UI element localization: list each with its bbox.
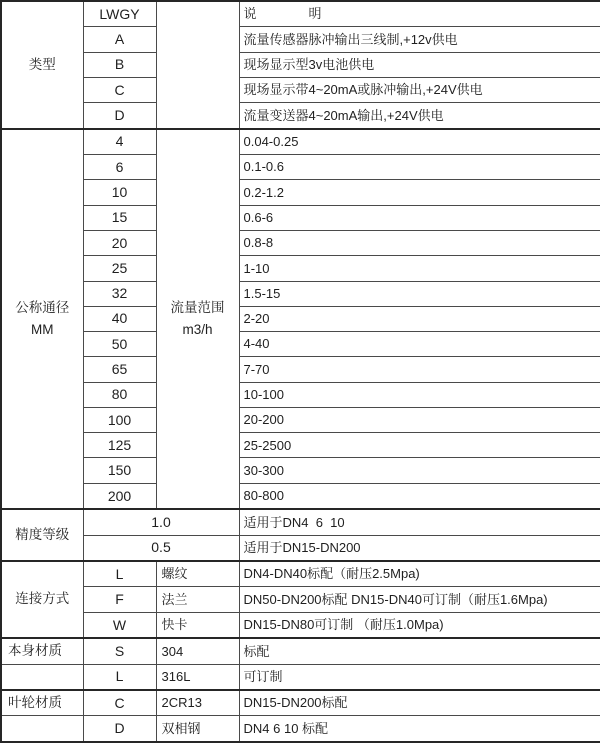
flow-range-label-line2: m3/h xyxy=(182,321,213,337)
flow-range-cell: 0.8-8 xyxy=(239,230,600,255)
flow-range-cell: 25-2500 xyxy=(239,433,600,458)
flow-range-cell: 7-70 xyxy=(239,357,600,382)
flow-range-cell: 20-200 xyxy=(239,407,600,432)
type-code-cell: B xyxy=(83,52,156,77)
diameter-size-cell: 150 xyxy=(83,458,156,483)
diameter-size-cell: 6 xyxy=(83,155,156,180)
connection-desc-cell: DN15-DN80可订制 （耐压1.0Mpa) xyxy=(239,612,600,638)
flow-range-cell: 4-40 xyxy=(239,332,600,357)
flow-range-cell: 1-10 xyxy=(239,256,600,281)
material-desc-cell: DN4 6 10 标配 xyxy=(239,716,600,742)
diameter-size-cell: 15 xyxy=(83,205,156,230)
diameter-size-cell: 20 xyxy=(83,230,156,255)
diameter-label-line1: 公称通径 xyxy=(15,300,70,316)
material-label-cell xyxy=(1,664,83,690)
diameter-size-cell: 80 xyxy=(83,382,156,407)
flow-range-cell: 2-20 xyxy=(239,306,600,331)
material-name-cell: 双相钢 xyxy=(156,716,239,742)
diameter-size-cell: 32 xyxy=(83,281,156,306)
connection-desc-cell: DN50-DN200标配 DN15-DN40可订制（耐压1.6Mpa) xyxy=(239,587,600,612)
diameter-label-cell xyxy=(1,129,83,510)
type-desc-cell: 现场显示带4~20mA或脉冲输出,+24V供电 xyxy=(239,77,600,102)
connection-name-cell: 快卡 xyxy=(156,612,239,638)
accuracy-value-cell: 1.0 xyxy=(83,509,239,535)
connection-name-cell: 法兰 xyxy=(156,587,239,612)
diameter-size-cell: 50 xyxy=(83,332,156,357)
diameter-size-cell: 10 xyxy=(83,180,156,205)
diameter-size-cell: 125 xyxy=(83,433,156,458)
material-name-cell: 316L xyxy=(156,664,239,690)
flow-range-cell: 30-300 xyxy=(239,458,600,483)
type-desc-cell: 现场显示型3v电池供电 xyxy=(239,52,600,77)
model-header-cell: LWGY xyxy=(83,1,156,27)
accuracy-desc-cell: 适用于DN4 6 10 xyxy=(239,509,600,535)
material-code-cell: S xyxy=(83,638,156,664)
connection-code-cell: F xyxy=(83,587,156,612)
flow-range-cell: 1.5-15 xyxy=(239,281,600,306)
diameter-label-line2: MM xyxy=(31,321,54,337)
type-label-cell: 类型 xyxy=(1,1,83,129)
material-label-cell xyxy=(1,716,83,742)
material-name-cell: 304 xyxy=(156,638,239,664)
type-code-cell: C xyxy=(83,77,156,102)
material-desc-cell: DN15-DN200标配 xyxy=(239,690,600,716)
diameter-size-cell: 200 xyxy=(83,483,156,509)
flow-range-label-line1: 流量范围 xyxy=(170,300,225,316)
diameter-size-cell: 4 xyxy=(83,129,156,155)
connection-code-cell: W xyxy=(83,612,156,638)
type-code-cell: D xyxy=(83,103,156,129)
diameter-size-cell: 25 xyxy=(83,256,156,281)
material-label-cell: 叶轮材质 xyxy=(1,690,83,716)
flow-range-cell: 0.2-1.2 xyxy=(239,180,600,205)
material-label-cell: 本身材质 xyxy=(1,638,83,664)
desc-header-cell: 说 明 xyxy=(239,1,600,27)
material-desc-cell: 标配 xyxy=(239,638,600,664)
type-code-cell: A xyxy=(83,27,156,52)
flow-range-cell: 0.04-0.25 xyxy=(239,129,600,155)
material-code-cell: D xyxy=(83,716,156,742)
diameter-size-cell: 65 xyxy=(83,357,156,382)
flow-range-label-cell xyxy=(156,129,239,510)
accuracy-value-cell: 0.5 xyxy=(83,535,239,561)
material-code-cell: C xyxy=(83,690,156,716)
material-desc-cell: 可订制 xyxy=(239,664,600,690)
flow-range-cell: 80-800 xyxy=(239,483,600,509)
material-code-cell: L xyxy=(83,664,156,690)
accuracy-label-cell: 精度等级 xyxy=(1,509,83,561)
type-desc-cell: 流量变送器4~20mA输出,+24V供电 xyxy=(239,103,600,129)
connection-label-cell: 连接方式 xyxy=(1,561,83,638)
flow-range-cell: 10-100 xyxy=(239,382,600,407)
accuracy-desc-cell: 适用于DN15-DN200 xyxy=(239,535,600,561)
material-name-cell: 2CR13 xyxy=(156,690,239,716)
type-empty-cell xyxy=(156,1,239,129)
connection-code-cell: L xyxy=(83,561,156,587)
connection-desc-cell: DN4-DN40标配（耐压2.5Mpa) xyxy=(239,561,600,587)
flow-range-cell: 0.6-6 xyxy=(239,205,600,230)
diameter-size-cell: 100 xyxy=(83,407,156,432)
diameter-size-cell: 40 xyxy=(83,306,156,331)
type-desc-cell: 流量传感器脉冲输出三线制,+12v供电 xyxy=(239,27,600,52)
flow-range-cell: 0.1-0.6 xyxy=(239,155,600,180)
connection-name-cell: 螺纹 xyxy=(156,561,239,587)
